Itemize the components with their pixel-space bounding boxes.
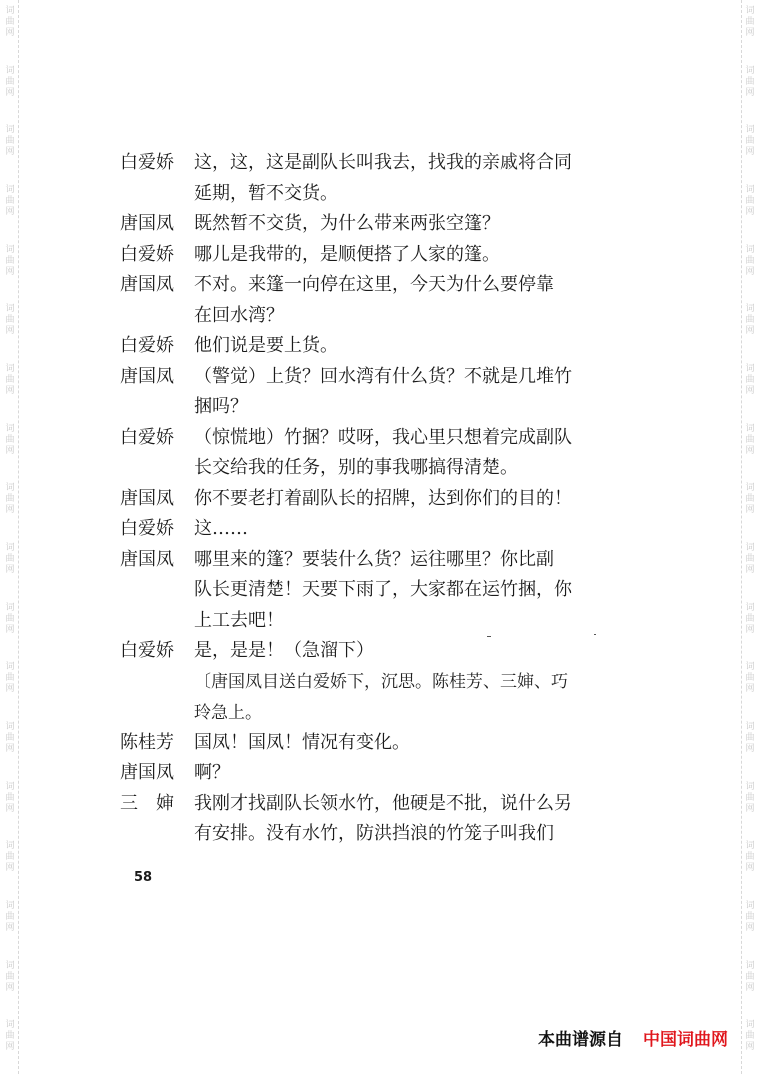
watermark-char: 曲	[5, 912, 15, 923]
left-watermark-strip	[2, 0, 19, 1074]
watermark-char: 词	[5, 543, 15, 554]
watermark-char: 网	[745, 326, 755, 337]
speech-text: 他们说是要上货。	[194, 335, 338, 357]
stage-direction: 〔唐国凤目送白爱娇下，沉思。陈桂芳、三婶、巧	[194, 672, 568, 693]
watermark-group	[745, 1014, 754, 1074]
watermark-group	[745, 179, 754, 239]
watermark-char: 词	[745, 6, 755, 16]
watermark-char: 曲	[745, 136, 755, 147]
watermark-char: 曲	[5, 255, 15, 266]
watermark-char: 网	[5, 326, 15, 337]
speech-text: 长交给我的任务，别的事我哪搞得清楚。	[194, 457, 518, 479]
watermark-char: 网	[5, 744, 15, 755]
watermark-char: 词	[745, 483, 755, 494]
watermark-group	[5, 358, 14, 418]
watermark-char: 词	[5, 1020, 15, 1031]
speech-text: 这，这，这是副队长叫我去，找我的亲戚将合同	[194, 152, 572, 174]
watermark-char: 词	[745, 125, 755, 136]
watermark-char: 曲	[5, 971, 15, 982]
speaker-name: 三 婶	[120, 792, 174, 814]
watermark-char: 曲	[5, 375, 15, 386]
watermark-char: 网	[5, 1042, 15, 1053]
speech-text: 有安排。没有水竹，防洪挡浪的竹笼子叫我们	[194, 823, 554, 845]
watermark-group	[5, 119, 14, 179]
speech-text: 这……	[194, 518, 248, 540]
watermark-char: 曲	[5, 1031, 15, 1042]
speech-text: 是，是是！（急溜下）	[194, 640, 374, 662]
watermark-char: 曲	[745, 315, 755, 326]
script-text	[120, 146, 580, 848]
watermark-char: 曲	[5, 673, 15, 684]
watermark-char: 曲	[5, 852, 15, 863]
watermark-char: 词	[745, 185, 755, 196]
dialogue-line	[120, 299, 580, 330]
watermark-char: 网	[5, 923, 15, 934]
watermark-group	[5, 656, 14, 716]
speaker-name: 白爱娇	[120, 518, 174, 540]
speech-text: 国凤！国凤！情况有变化。	[194, 731, 410, 753]
dialogue-line	[120, 726, 580, 757]
speech-text: 既然暂不交货，为什么带来两张空篷？	[194, 213, 500, 235]
dialogue-line	[120, 512, 580, 543]
stage-direction: 玲急上。	[194, 702, 262, 723]
footer-site-name[interactable]: 中国词曲网	[643, 1030, 728, 1050]
watermark-char: 网	[745, 624, 755, 635]
watermark-char: 曲	[745, 613, 755, 624]
dialogue-line	[120, 146, 580, 177]
dialogue-line	[120, 543, 580, 574]
speaker-name: 陈桂芳	[120, 731, 174, 753]
watermark-char: 网	[5, 445, 15, 456]
watermark-char: 曲	[745, 196, 755, 207]
watermark-char: 网	[745, 505, 755, 516]
watermark-char: 网	[745, 803, 755, 814]
watermark-char: 曲	[5, 494, 15, 505]
watermark-group	[5, 239, 14, 299]
watermark-group	[5, 776, 14, 836]
watermark-char: 曲	[745, 434, 755, 445]
watermark-char: 曲	[5, 76, 15, 87]
speech-text: 我刚才找副队长领水竹，他硬是不批，说什么另	[194, 792, 572, 814]
speech-text: 延期，暂不交货。	[194, 182, 338, 204]
watermark-char: 词	[745, 1020, 755, 1031]
watermark-char: 网	[745, 87, 755, 98]
dialogue-line	[120, 360, 580, 391]
watermark-char: 词	[745, 244, 755, 255]
speech-text: （惊慌地）竹捆？哎呀，我心里只想着完成副队	[194, 426, 572, 448]
watermark-char: 网	[745, 863, 755, 874]
watermark-char: 曲	[5, 17, 15, 27]
watermark-char: 网	[745, 1042, 755, 1053]
watermark-group	[5, 716, 14, 776]
watermark-char: 曲	[745, 1031, 755, 1042]
dialogue-line	[120, 207, 580, 238]
watermark-group	[745, 955, 754, 1015]
watermark-char: 曲	[745, 255, 755, 266]
watermark-char: 曲	[745, 733, 755, 744]
scan-speck	[487, 636, 491, 637]
watermark-char: 曲	[745, 76, 755, 87]
watermark-char: 网	[745, 923, 755, 934]
speech-text: 上工去吧！	[194, 609, 284, 631]
watermark-char: 曲	[745, 673, 755, 684]
watermark-char: 网	[5, 505, 15, 516]
watermark-char: 曲	[745, 375, 755, 386]
dialogue-line	[120, 665, 580, 696]
watermark-char: 网	[5, 803, 15, 814]
watermark-group	[745, 537, 754, 597]
watermark-group	[745, 119, 754, 179]
watermark-char: 曲	[745, 17, 755, 27]
speech-text: 啊？	[194, 762, 230, 784]
speech-text: 不对。来篷一向停在这里，今天为什么要停靠	[194, 274, 554, 296]
dialogue-line	[120, 695, 580, 726]
watermark-group	[745, 716, 754, 776]
speech-text: 捆吗？	[194, 396, 248, 418]
watermark-char: 网	[5, 863, 15, 874]
watermark-char: 词	[745, 722, 755, 733]
watermark-char: 词	[5, 304, 15, 315]
watermark-char: 词	[5, 483, 15, 494]
watermark-char: 词	[5, 722, 15, 733]
watermark-group	[5, 597, 14, 657]
watermark-char: 网	[745, 565, 755, 576]
watermark-char: 曲	[5, 434, 15, 445]
watermark-char: 词	[745, 901, 755, 912]
watermark-char: 词	[5, 662, 15, 673]
watermark-group	[5, 835, 14, 895]
watermark-group	[745, 656, 754, 716]
watermark-group	[745, 239, 754, 299]
watermark-group	[745, 298, 754, 358]
speaker-name: 白爱娇	[120, 640, 174, 662]
watermark-char: 词	[5, 602, 15, 613]
dialogue-line	[120, 787, 580, 818]
watermark-group	[5, 1014, 14, 1074]
watermark-char: 词	[5, 781, 15, 792]
speaker-name: 唐国凤	[120, 274, 174, 296]
dialogue-line	[120, 451, 580, 482]
speaker-name: 唐国凤	[120, 487, 174, 509]
footer-source-label: 本曲谱源自	[538, 1030, 623, 1050]
speaker-name: 白爱娇	[120, 335, 174, 357]
watermark-char: 网	[5, 147, 15, 158]
watermark-char: 词	[5, 125, 15, 136]
speaker-name: 唐国凤	[120, 548, 174, 570]
watermark-char: 曲	[745, 792, 755, 803]
dialogue-line	[120, 604, 580, 635]
watermark-char: 网	[5, 266, 15, 277]
dialogue-line	[120, 817, 580, 848]
speech-text: （警觉）上货？回水湾有什么货？不就是几堆竹	[194, 365, 572, 387]
speech-text: 哪儿是我带的，是顺便搭了人家的篷。	[194, 243, 500, 265]
watermark-group	[5, 955, 14, 1015]
watermark-char: 网	[745, 386, 755, 397]
speech-text: 队长更清楚！天要下雨了，大家都在运竹捆，你	[194, 579, 572, 601]
dialogue-line	[120, 421, 580, 452]
watermark-char: 词	[5, 901, 15, 912]
watermark-char: 网	[5, 565, 15, 576]
watermark-group	[5, 0, 14, 60]
dialogue-line	[120, 573, 580, 604]
watermark-group	[5, 179, 14, 239]
watermark-char: 词	[5, 841, 15, 852]
watermark-char: 词	[745, 65, 755, 76]
dialogue-line	[120, 268, 580, 299]
watermark-char: 词	[745, 364, 755, 375]
watermark-char: 词	[5, 364, 15, 375]
watermark-char: 词	[745, 781, 755, 792]
watermark-char: 网	[5, 684, 15, 695]
watermark-group	[745, 835, 754, 895]
watermark-char: 网	[5, 207, 15, 218]
watermark-group	[5, 895, 14, 955]
watermark-char: 网	[745, 744, 755, 755]
dialogue-line	[120, 634, 580, 665]
watermark-char: 词	[5, 185, 15, 196]
watermark-char: 曲	[745, 912, 755, 923]
page-number: 58	[134, 870, 153, 885]
watermark-char: 曲	[5, 136, 15, 147]
watermark-char: 曲	[5, 315, 15, 326]
watermark-group	[5, 298, 14, 358]
speaker-name: 白爱娇	[120, 243, 174, 265]
dialogue-line	[120, 329, 580, 360]
speech-text: 哪里来的篷？要装什么货？运往哪里？你比副	[194, 548, 554, 570]
watermark-char: 网	[745, 684, 755, 695]
watermark-char: 词	[745, 423, 755, 434]
speaker-name: 白爱娇	[120, 426, 174, 448]
speaker-name: 唐国凤	[120, 762, 174, 784]
watermark-group	[745, 776, 754, 836]
watermark-char: 网	[5, 28, 15, 38]
dialogue-line	[120, 756, 580, 787]
watermark-char: 词	[5, 423, 15, 434]
watermark-group	[745, 358, 754, 418]
watermark-char: 曲	[745, 971, 755, 982]
watermark-char: 曲	[5, 554, 15, 565]
watermark-char: 词	[5, 244, 15, 255]
watermark-char: 词	[745, 662, 755, 673]
watermark-char: 曲	[5, 733, 15, 744]
watermark-group	[5, 477, 14, 537]
scan-speck	[594, 634, 596, 635]
watermark-char: 曲	[5, 613, 15, 624]
watermark-char: 词	[745, 543, 755, 554]
watermark-char: 词	[745, 841, 755, 852]
watermark-char: 网	[5, 87, 15, 98]
watermark-char: 网	[745, 28, 755, 38]
watermark-char: 曲	[745, 554, 755, 565]
watermark-char: 网	[5, 386, 15, 397]
watermark-char: 词	[745, 960, 755, 971]
watermark-group	[745, 895, 754, 955]
watermark-char: 词	[5, 960, 15, 971]
dialogue-line	[120, 238, 580, 269]
dialogue-line	[120, 390, 580, 421]
watermark-char: 曲	[5, 196, 15, 207]
watermark-char: 网	[745, 147, 755, 158]
watermark-char: 词	[5, 6, 15, 16]
speech-text: 你不要老打着副队长的招牌，达到你们的目的！	[194, 487, 572, 509]
speaker-name: 白爱娇	[120, 152, 174, 174]
watermark-char: 网	[5, 624, 15, 635]
watermark-char: 曲	[745, 852, 755, 863]
footer-attribution	[538, 1025, 728, 1050]
watermark-group	[745, 477, 754, 537]
watermark-char: 网	[745, 982, 755, 993]
watermark-group	[745, 0, 754, 60]
speaker-name: 唐国凤	[120, 213, 174, 235]
watermark-group	[745, 60, 754, 120]
watermark-char: 词	[5, 65, 15, 76]
watermark-group	[745, 418, 754, 478]
speaker-name: 唐国凤	[120, 365, 174, 387]
dialogue-line	[120, 482, 580, 513]
watermark-char: 曲	[745, 494, 755, 505]
watermark-char: 网	[745, 266, 755, 277]
watermark-char: 词	[745, 304, 755, 315]
watermark-char: 网	[745, 445, 755, 456]
right-watermark-strip	[741, 0, 758, 1074]
watermark-group	[5, 60, 14, 120]
watermark-char: 网	[745, 207, 755, 218]
watermark-char: 网	[5, 982, 15, 993]
watermark-group	[745, 597, 754, 657]
watermark-char: 曲	[5, 792, 15, 803]
dialogue-line	[120, 177, 580, 208]
watermark-group	[5, 537, 14, 597]
watermark-char: 词	[745, 602, 755, 613]
speech-text: 在回水湾？	[194, 304, 284, 326]
watermark-group	[5, 418, 14, 478]
